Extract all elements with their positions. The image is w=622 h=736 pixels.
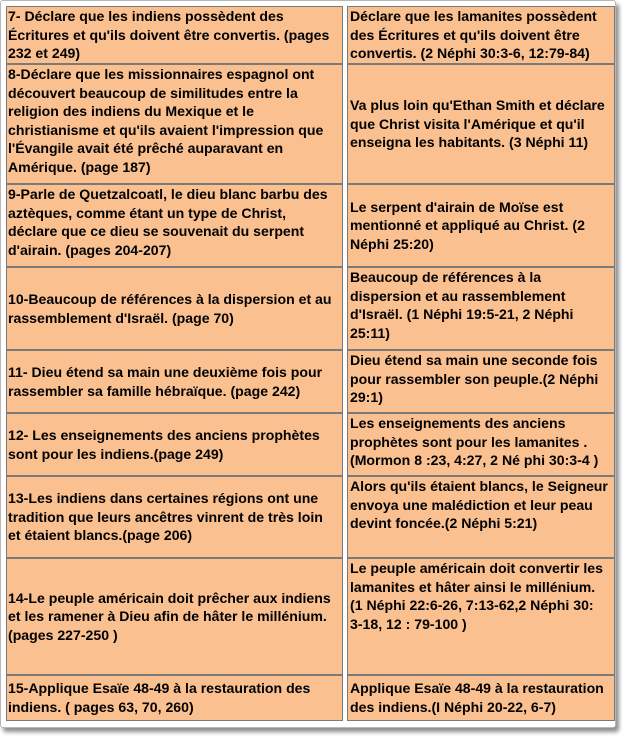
table-row bbox=[6, 267, 615, 350]
book-of-mormon-claim: Applique Esaïe 48-49 à la restauration des indiens.(I Néphi 20-22, 6-7) bbox=[347, 675, 615, 721]
ethan-smith-claim: 10-Beaucoup de références à la dispersion et au rassemblement d'Israël. (page 70) bbox=[6, 267, 343, 350]
book-of-mormon-claim: Le serpent d'airain de Moïse est mentionné et appliqué au Christ. (2 Néphi 25:20) bbox=[347, 184, 615, 267]
book-of-mormon-claim: Déclare que les lamanites possèdent des Écritures et qu'ils doivent être convertis. (2 Néphi 30:3-6, 12:79-84) bbox=[347, 6, 615, 64]
comparison-table bbox=[6, 6, 615, 721]
book-of-mormon-claim: Va plus loin qu'Ethan Smith et déclare que Christ visita l'Amérique et qu'il enseigna les habitants. (3 Néphi 11) bbox=[347, 64, 615, 184]
table-row bbox=[6, 476, 615, 558]
ethan-smith-claim: 7- Déclare que les indiens possèdent des Écritures et qu'ils doivent être convertis. (pages 232 et 249) bbox=[6, 6, 343, 64]
ethan-smith-claim: 12- Les enseignements des anciens prophètes sont pour les indiens.(page 249) bbox=[6, 413, 343, 476]
book-of-mormon-claim: Dieu étend sa main une seconde fois pour rassembler son peuple.(2 Néphi 29:1) bbox=[347, 350, 615, 413]
book-of-mormon-claim: Alors qu'ils étaient blancs, le Seigneur envoya une malédiction et leur peau devint foncée.(2 Néphi 5:21) bbox=[347, 476, 615, 558]
table-row bbox=[6, 64, 615, 184]
ethan-smith-claim: 8-Déclare que les missionnaires espagnol ont découvert beaucoup de similitudes entre la religion des indiens du Mexique et le christianisme et qu'ils avaient l'impression que l'Évangile avait été prêché auparavant en Amérique. (page 187) bbox=[6, 64, 343, 184]
ethan-smith-claim: 13-Les indiens dans certaines régions ont une tradition que leurs ancêtres vinrent de très loin et étaient blancs.(page 206) bbox=[6, 476, 343, 558]
book-of-mormon-claim: Les enseignements des anciens prophètes sont pour les lamanites . (Mormon 8 :23, 4:27, 2 Né phi 30:3-4 ) bbox=[347, 413, 615, 476]
ethan-smith-claim: 15-Applique Esaïe 48-49 à la restauration des indiens. ( pages 63, 70, 260) bbox=[6, 675, 343, 721]
table-row bbox=[6, 6, 615, 64]
table-row bbox=[6, 184, 615, 267]
ethan-smith-claim: 9-Parle de Quetzalcoatl, le dieu blanc barbu des aztèques, comme étant un type de Christ, déclare que ce dieu se souvenait du serpent d'airain. (pages 204-207) bbox=[6, 184, 343, 267]
ethan-smith-claim: 14-Le peuple américain doit prêcher aux indiens et les ramener à Dieu afin de hâter le millénium. (pages 227-250 ) bbox=[6, 558, 343, 675]
table-row bbox=[6, 413, 615, 476]
book-of-mormon-claim: Beaucoup de références à la dispersion et au rassemblement d'Israël. (1 Néphi 19:5-21, 2 Néphi 25:11) bbox=[347, 267, 615, 350]
table-row bbox=[6, 350, 615, 413]
table-row bbox=[6, 675, 615, 721]
ethan-smith-claim: 11- Dieu étend sa main une deuxième fois pour rassembler sa famille hébraïque. (page 242) bbox=[6, 350, 343, 413]
table-row bbox=[6, 558, 615, 675]
book-of-mormon-claim: Le peuple américain doit convertir les lamanites et hâter ainsi le millénium. (1 Néphi 22:6-26, 7:13-62,2 Néphi 30: 3-18, 12 : 79-100 ) bbox=[347, 558, 615, 675]
